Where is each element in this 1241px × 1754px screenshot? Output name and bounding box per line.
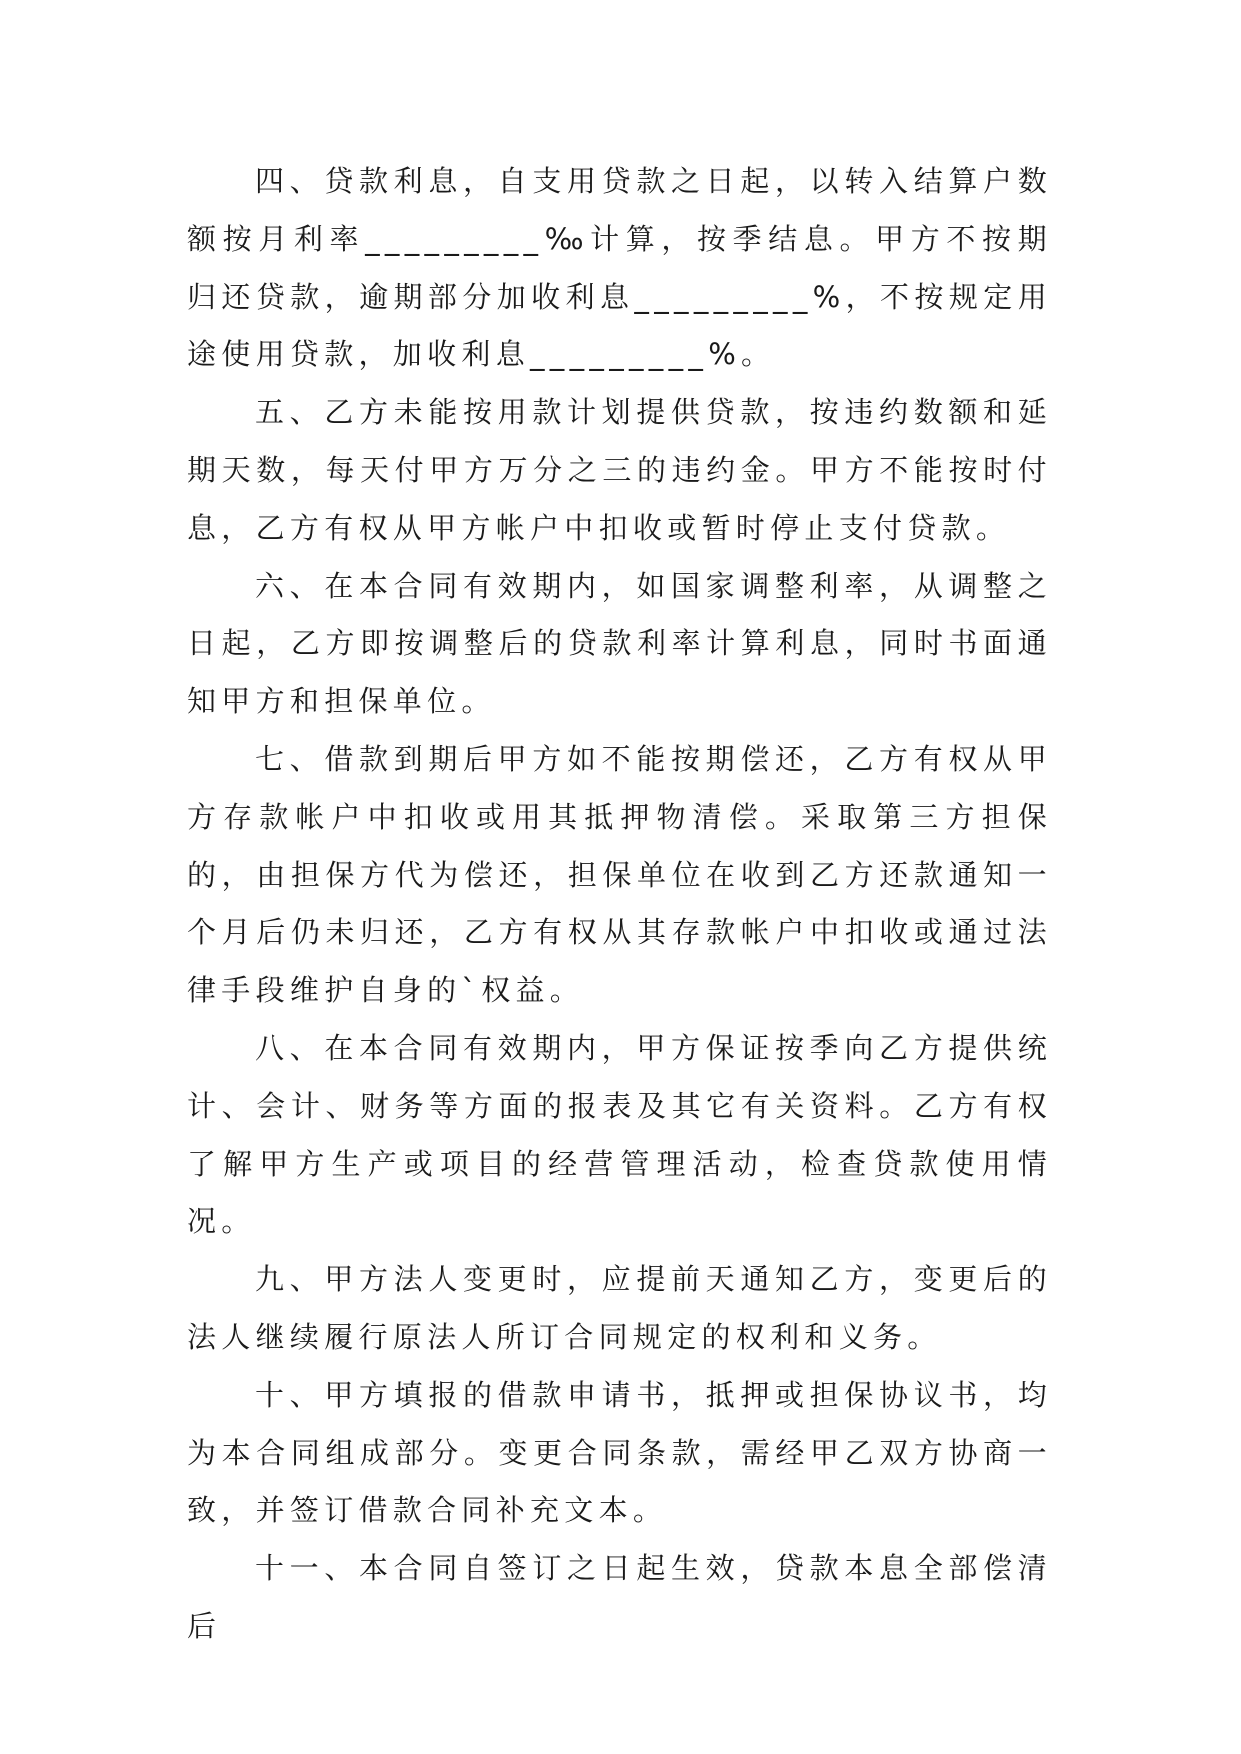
clause-10-amendments: 十、甲方填报的借款申请书，抵押或担保协议书，均为本合同组成部分。变更合同条款，需经甲乙双方协商一致，并签订借款合同补充文本。 bbox=[187, 1377, 1052, 1528]
clause-5-loan-default: 五、乙方未能按用款计划提供贷款，按违约数额和延期天数，每天付甲方万分之三的违约金。甲方不能按时付息，乙方有权从甲方帐户中扣收或暂时停止支付贷款。 bbox=[187, 395, 1052, 545]
clause-11-effectiveness: 十一、本合同自签订之日起生效，贷款本息全部偿清后 bbox=[187, 1551, 1052, 1643]
clause-7-repayment: 七、借款到期后甲方如不能按期偿还，乙方有权从甲方存款帐户中扣收或用其抵押物清偿。采取第三方担保的，由担保方代为偿还，担保单位在收到乙方还款通知一个月后仍未归还，乙方有权从其存款帐户中扣收或通过法律手段维护自身的`权益。 bbox=[187, 741, 1052, 1008]
contract-body bbox=[187, 153, 1052, 1656]
clause-6-rate-adjustment: 六、在本合同有效期内，如国家调整利率，从调整之日起，乙方即按调整后的贷款利率计算利息，同时书面通知甲方和担保单位。 bbox=[187, 568, 1052, 719]
clause-9-legal-change: 九、甲方法人变更时，应提前天通知乙方，变更后的法人继续履行原法人所订合同规定的权利和义务。 bbox=[187, 1262, 1052, 1354]
clause-4-interest: 四、贷款利息，自支用贷款之日起，以转入结算户数额按月利率_________‰计算，按季结息。甲方不按期归还贷款，逾期部分加收利息_________%，不按规定用途使用贷款，加收利息_________%。 bbox=[187, 164, 1052, 372]
clause-8-reporting: 八、在本合同有效期内，甲方保证按季向乙方提供统计、会计、财务等方面的报表及其它有关资料。乙方有权了解甲方生产或项目的经营管理活动，检查贷款使用情况。 bbox=[187, 1030, 1052, 1239]
